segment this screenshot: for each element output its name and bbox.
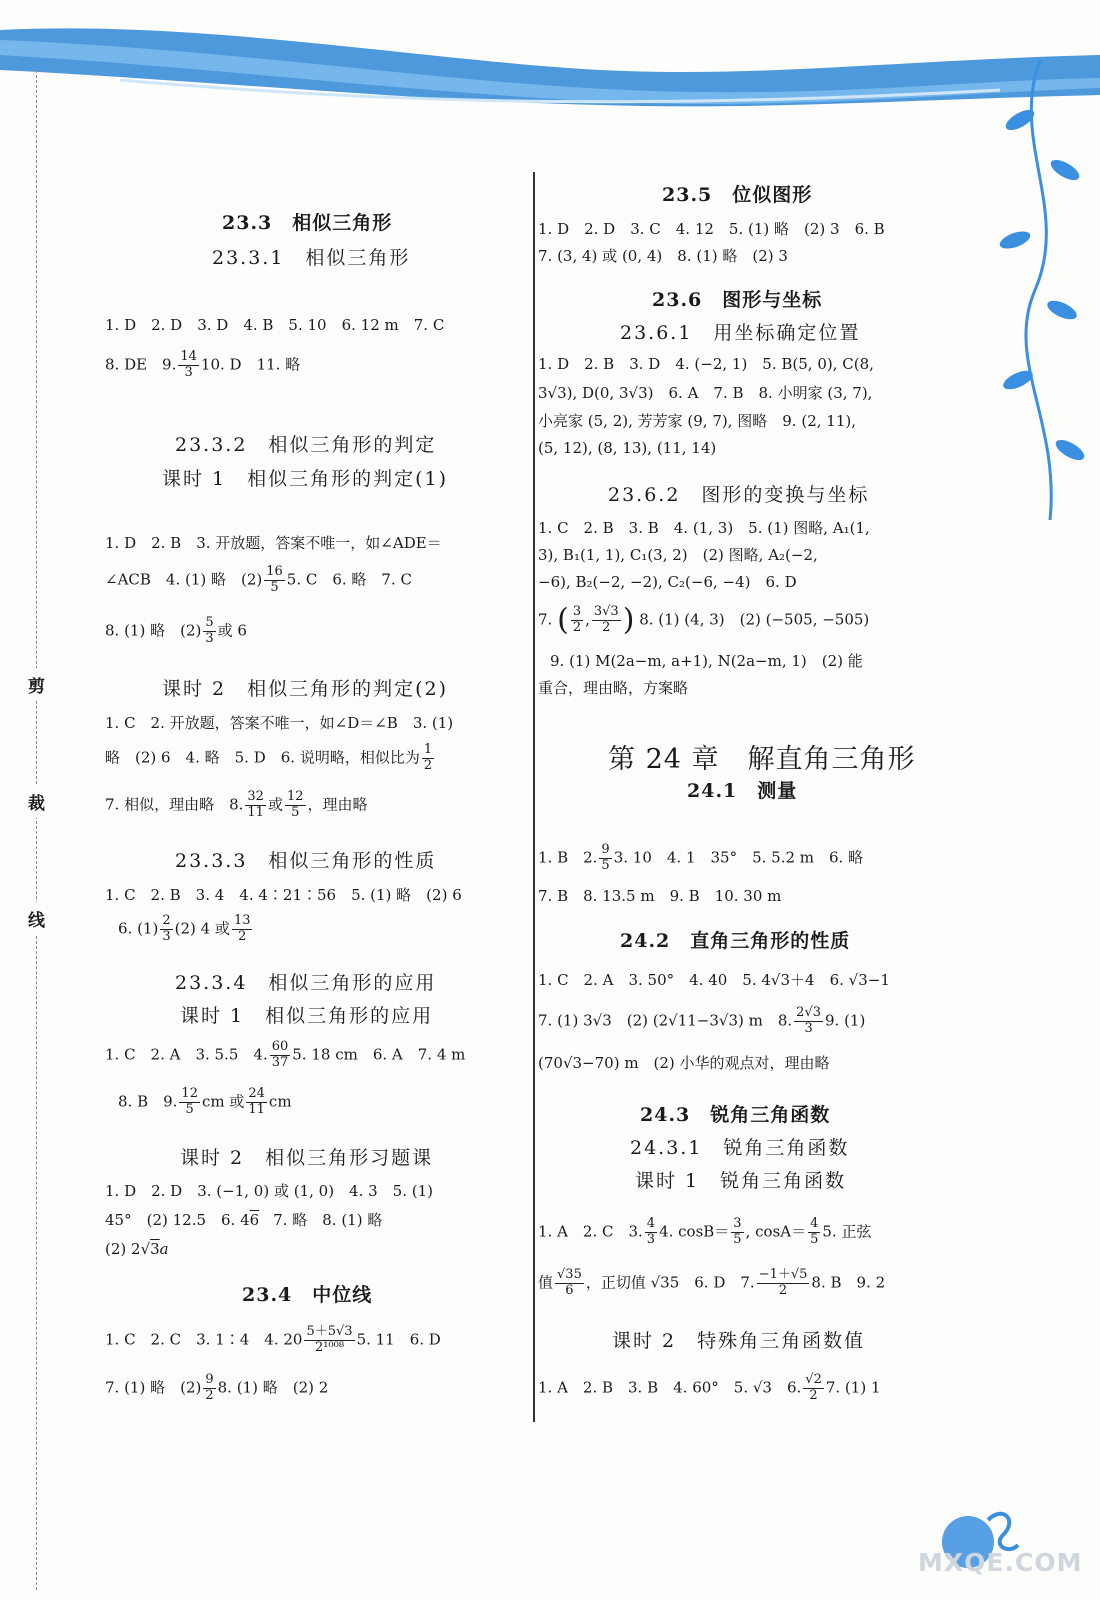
answer-line: (70√3−70) m (2) 小华的观点对，理由略 xyxy=(538,1054,830,1072)
fraction: $\frac{13}{2}$ xyxy=(233,913,251,944)
answer-line: 8. (1) 略 (2) $\frac{5}{3}$ 或 6 xyxy=(105,615,247,646)
cut-label-2: 裁 xyxy=(28,785,45,818)
fraction: $\frac{-1+√5}{2}$ xyxy=(758,1267,808,1298)
watermark-text: MXQE.COM xyxy=(918,1548,1083,1577)
fraction: $\frac{24}{11}$ xyxy=(248,1086,265,1117)
section-heading: 23.4 中位线 xyxy=(242,1284,373,1306)
lesson-heading: 课时 2 特殊角三角函数值 xyxy=(612,1330,866,1352)
answer-line: 1. D 2. B 3. 开放题，答案不唯一，如∠ADE＝ xyxy=(105,534,442,552)
subsection-heading: 23.3.4 相似三角形的应用 xyxy=(175,972,437,994)
lesson-heading: 课时 1 相似三角形的判定(1) xyxy=(162,468,449,490)
fraction: $\frac{60}{37}$ xyxy=(271,1039,289,1070)
header-banner xyxy=(0,0,1100,200)
answer-line: 1. C 2. B 3. 4 4. 4∶21∶56 5. (1) 略 (2) 6 xyxy=(105,886,462,904)
chapter-heading: 第 24 章 解直角三角形 xyxy=(608,744,916,775)
answer-line: 1. C 2. A 3. 5.5 4. $\frac{60}{37}$ 5. 18 cm 6. A 7. 4 m xyxy=(105,1039,466,1070)
answer-line: 略 (2) 6 4. 略 5. D 6. 说明略，相似比为 $\frac{1}{2}$ xyxy=(105,742,433,773)
fraction: $\frac{4}{5}$ xyxy=(810,1216,819,1247)
lesson-heading: 课时 1 锐角三角函数 xyxy=(635,1170,847,1192)
answer-line: 1. C 2. 开放题，答案不唯一，如∠D＝∠B 3. (1) xyxy=(105,714,454,732)
section-heading: 23.3 相似三角形 xyxy=(222,212,393,234)
section-heading: 24.2 直角三角形的性质 xyxy=(620,930,851,952)
fraction: $\frac{3√3}{2}$ xyxy=(593,604,619,635)
answer-line: (2) 2√3a xyxy=(105,1240,169,1258)
answer-line: 1. A 2. B 3. B 4. 60° 5. √3 6. $\frac{√2}{2}$ 7. (1) 1 xyxy=(538,1372,881,1403)
section-heading: 23.5 位似图形 xyxy=(662,184,813,206)
answer-line: 1. C 2. B 3. B 4. (1, 3) 5. (1) 图略, A₁(1, xyxy=(538,519,870,537)
fraction: $\frac{16}{5}$ xyxy=(266,564,283,595)
answer-line: 9. (1) M(2a−m, a+1), N(2a−m, 1) (2) 能 xyxy=(550,652,863,670)
fraction: $\frac{12}{5}$ xyxy=(286,789,304,820)
fraction: $\frac{5}{3}$ xyxy=(205,615,214,646)
lesson-heading: 课时 2 相似三角形习题课 xyxy=(180,1147,434,1169)
answer-line: ∠ACB 4. (1) 略 (2) $\frac{16}{5}$ 5. C 6. 略 7. C xyxy=(105,564,412,595)
answer-line: 1. D 2. D 3. C 4. 12 5. (1) 略 (2) 3 6. B xyxy=(538,220,885,238)
lesson-heading: 课时 2 相似三角形的判定(2) xyxy=(162,678,449,700)
answer-line: 1. C 2. C 3. 1∶4 4. 20 $\frac{5+5√3}{\text{2¹⁰⁰⁸}}$ 5. 11 6. D xyxy=(105,1324,441,1355)
subsection-heading: 23.6.1 用坐标确定位置 xyxy=(620,322,861,344)
fraction: $\frac{√2}{2}$ xyxy=(805,1372,822,1403)
section-heading: 23.6 图形与坐标 xyxy=(652,289,823,311)
answer-line: 1. C 2. A 3. 50° 4. 40 5. 4√3＋4 6. √3−1 xyxy=(538,971,890,989)
fraction: $\frac{√35}{6}$ xyxy=(557,1267,582,1298)
fraction: $\frac{2√3}{3}$ xyxy=(796,1005,821,1036)
answer-line: 6. (1) $\frac{2}{3}$ (2) 4 或 $\frac{13}{2}$ xyxy=(118,913,251,944)
subsection-heading: 24.3.1 锐角三角函数 xyxy=(630,1137,850,1159)
answer-line: 1. A 2. C 3. $\frac{4}{3}$ 4. cosB＝ $\frac{3}{5}$ , cosA＝ $\frac{4}{5}$ 5. 正弦 xyxy=(538,1216,872,1247)
cut-line xyxy=(36,70,37,1590)
answer-line: 1. D 2. B 3. D 4. (−2, 1) 5. B(5, 0), C(8, xyxy=(538,355,874,373)
answer-line: 8. B 9. $\frac{12}{5}$ cm 或 $\frac{24}{11}$ cm xyxy=(118,1086,292,1117)
fraction: $\frac{2}{3}$ xyxy=(162,913,171,944)
cut-label-1: 剪 xyxy=(28,668,45,701)
fraction: $\frac{1}{2}$ xyxy=(423,742,433,773)
answer-line: 7. (1) 3√3 (2) (2√11−3√3) m 8. $\frac{2√3}{3}$ 9. (1) xyxy=(538,1005,866,1036)
cut-label-3: 线 xyxy=(28,902,45,935)
answer-line: −6), B₂(−2, −2), C₂(−6, −4) 6. D xyxy=(538,573,797,591)
subsection-heading: 23.6.2 图形的变换与坐标 xyxy=(608,484,870,506)
vine-decoration xyxy=(980,60,1100,520)
section-heading: 24.1 测量 xyxy=(687,780,798,802)
subsection-heading: 23.3.2 相似三角形的判定 xyxy=(175,434,437,456)
answer-line: 7. (1) 略 (2) $\frac{9}{2}$ 8. (1) 略 (2) 2 xyxy=(105,1372,329,1403)
section-heading: 24.3 锐角三角函数 xyxy=(640,1104,831,1126)
column-divider xyxy=(533,172,535,1422)
subsection-heading: 23.3.1 相似三角形 xyxy=(212,247,411,269)
fraction: $\frac{3}{5}$ xyxy=(733,1216,742,1247)
answer-line: 45° (2) 12.5 6. 46 7. 略 8. (1) 略 xyxy=(105,1211,383,1229)
subsection-heading: 23.3.3 相似三角形的性质 xyxy=(175,850,437,872)
fraction: $\frac{3}{2}$ xyxy=(572,604,582,635)
fraction: $\frac{9}{5}$ xyxy=(601,842,610,873)
fraction: $\frac{4}{3}$ xyxy=(646,1216,656,1247)
answer-line: 7. ( $\frac{3}{2}$ , $\frac{3√3}{2}$ ) 8. (1) (4, 3) (2) (−505, −505) xyxy=(538,602,870,638)
fraction: $\frac{12}{5}$ xyxy=(181,1086,198,1117)
answer-line: 重合，理由略，方案略 xyxy=(538,679,689,697)
answer-line: (5, 12), (8, 13), (11, 14) xyxy=(538,439,717,457)
answer-line: 1. D 2. D 3. D 4. B 5. 10 6. 12 m 7. C xyxy=(105,316,445,334)
answer-line: 7. 相似，理由略 8. $\frac{32}{11}$ 或 $\frac{12}{5}$ ，理由略 xyxy=(105,789,368,820)
answer-line: 值 $\frac{√35}{6}$ ，正切值 √35 6. D 7. $\frac{-1+√5}{2}$ 8. B 9. 2 xyxy=(538,1267,886,1298)
answer-line: 8. DE 9. $\frac{14}{3}$ 10. D 11. 略 xyxy=(105,349,301,380)
lesson-heading: 课时 1 相似三角形的应用 xyxy=(180,1005,434,1027)
answer-line: 3√3), D(0, 3√3) 6. A 7. B 8. 小明家 (3, 7), xyxy=(538,384,873,402)
answer-line: 7. B 8. 13.5 m 9. B 10. 30 m xyxy=(538,887,782,905)
answer-line: 1. B 2. $\frac{9}{5}$ 3. 10 4. 1 35° 5. 5.2 m 6. 略 xyxy=(538,842,864,873)
fraction: $\frac{9}{2}$ xyxy=(205,1372,214,1403)
answer-line: 3), B₁(1, 1), C₁(3, 2) (2) 图略, A₂(−2, xyxy=(538,546,818,564)
answer-line: 1. D 2. D 3. (−1, 0) 或 (1, 0) 4. 3 5. (1) xyxy=(105,1182,434,1200)
fraction: $\frac{32}{11}$ xyxy=(247,789,264,820)
answer-line: 7. (3, 4) 或 (0, 4) 8. (1) 略 (2) 3 xyxy=(538,247,788,265)
fraction: $\frac{5+5√3}{\text{2¹⁰⁰⁸}}$ xyxy=(306,1324,353,1355)
fraction: $\frac{14}{3}$ xyxy=(180,349,197,380)
answer-line: 小亮家 (5, 2), 芳芳家 (9, 7), 图略 9. (2, 11), xyxy=(538,412,856,430)
